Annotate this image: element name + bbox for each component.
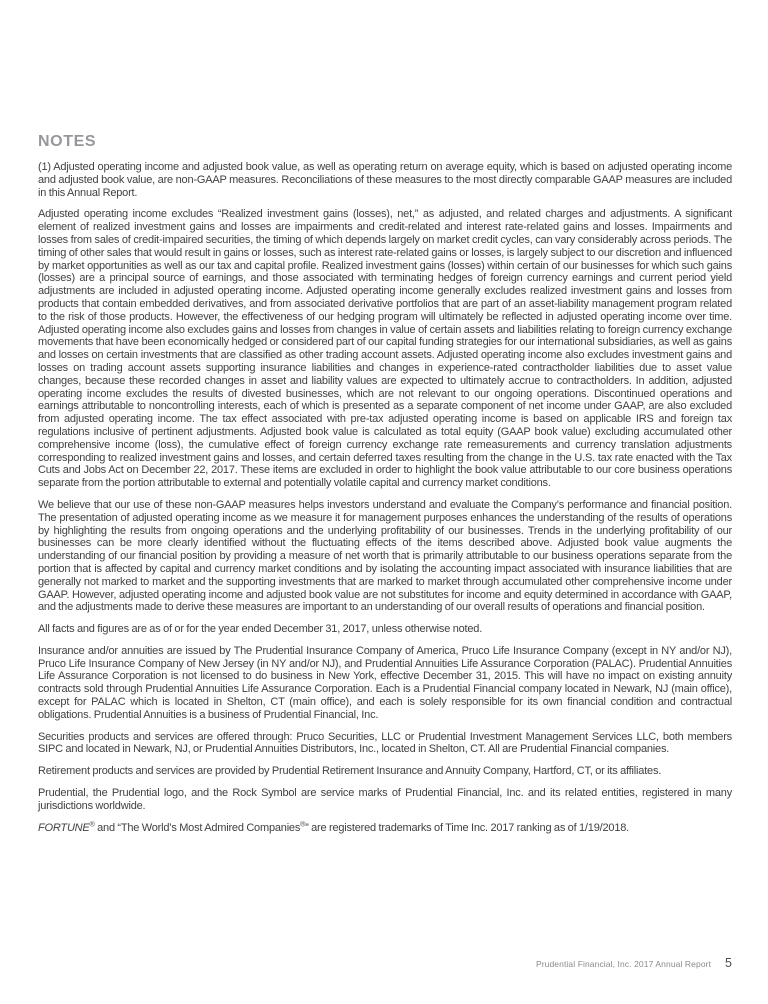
fortune-end-text: ” are registered trademarks of Time Inc. 2017 ranking as of 1/19/2018. <box>305 821 630 834</box>
paragraph-retirement-products: Retirement products and services are provided by Prudential Retirement Insurance and Annuity Company, Hartford, CT, or its affiliates. <box>38 765 662 778</box>
paragraph-non-gaap-measures: (1) Adjusted operating income and adjusted book value, as well as operating return on average equity, which is based on adjusted operating income and adjusted book value, are non-GAAP measures. Reconciliations of these measures to the most directly comparable GAAP measures are included in this Annual Report. <box>38 161 732 199</box>
fortune-italic-text: FORTUNE <box>38 821 90 834</box>
registered-symbol: ® <box>300 821 306 828</box>
page-content <box>38 133 732 834</box>
footer-page-number: 5 <box>725 956 732 970</box>
footer-report-title: Prudential Financial, Inc. 2017 Annual Report <box>535 959 712 969</box>
paragraph-adjusted-operating-income: Adjusted operating income excludes “Realized investment gains (losses), net,” as adjusted, and related charges and adjustments. A significant element of realized investment gains and losses are impairments and credit-related and interest rate-related gains and losses. Impairments and losses from sales of credit-impaired securities, the timing of which depends largely on market credit cycles, can vary considerably across periods. The timing of other sales that would result in gains or losses, such as interest rate-related gains or losses, is largely subject to our discretion and influenced by market opportunities as well as our tax and capital profile. Realized investment gains (losses) within certain of our businesses for which such gains (losses) are a principal source of earnings, and those associated with terminating hedges of foreign currency earnings and current period yield adjustments are included in adjusted operating income. Adjusted operating income generally excludes realized investment gains and losses from products that contain embedded derivatives, and from associated derivative portfolios that are part of an asset-liability management program related to the risk of those products. However, the effectiveness of our hedging program will ultimately be reflected in adjusted operating income over time. Adjusted operating income also excludes gains and losses from changes in value of certain assets and liabilities relating to foreign currency exchange movements that have been economically hedged or considered part of our capital funding strategies for our international subsidiaries, as well as gains and losses on certain investments that are classified as other trading account assets. Adjusted operating income also excludes investment gains and losses on trading account assets supporting insurance liabilities and changes in experience-rated contractholder liabilities due to asset value changes, because these recorded changes in asset and liability values are expected to ultimately accrue to contractholders. In addition, adjusted operating income excludes the results of divested businesses, which are not relevant to our ongoing operations. Discontinued operations and earnings attributable to noncontrolling interests, each of which is presented as a separate component of net income under GAAP, are also excluded from adjusted operating income. The tax effect associated with pre-tax adjusted operating income is based on applicable IRS and foreign tax regulations inclusive of pertinent adjustments. Adjusted book value is calculated as total equity (GAAP book value) excluding accumulated other comprehensive income (loss), the cumulative effect of foreign currency exchange rate remeasurements and currency translation adjustments corresponding to realized investment gains and losses, and certain deferred taxes resulting from the change in the U.S. tax rate enacted with the Tax Cuts and Jobs Act on December 22, 2017. These items are excluded in order to highlight the book value attributable to our core business operations separate from the portion attributable to external and potentially volatile capital and currency market conditions. <box>38 208 732 490</box>
paragraph-insurance-annuities: Insurance and/or annuities are issued by The Prudential Insurance Company of America, Pruco Life Insurance Company (except in NY and/or NJ), Pruco Life Insurance Company of New Jersey (in NY and/or NJ), and Prudential Annuities Life Assurance Corporation (PALAC). Prudential Annuities Life Assurance Corporation is not licensed to do business in New York, effective December 31, 2015. This will have no impact on existing annuity contracts sold through Prudential Annuities Life Assurance Corporation. Each is a Prudential Financial company located in Newark, NJ (main office), except for PALAC which is located in Shelton, CT (main office), and each is solely responsible for its own financial condition and contractual obligations. Prudential Annuities is a business of Prudential Financial, Inc. <box>38 644 732 721</box>
paragraph-facts-and-figures: All facts and figures are as of or for the year ended December 31, 2017, unless otherwise noted. <box>38 623 483 636</box>
paragraph-securities-products: Securities products and services are offered through: Pruco Securities, LLC or Prudential Investment Management Services LLC, both members SIPC and located in Newark, NJ, or Prudential Annuities Distributors, Inc., located in Shelton, CT. All are Prudential Financial companies. <box>38 730 732 756</box>
paragraph-service-marks: Prudential, the Prudential logo, and the Rock Symbol are service marks of Prudential Financial, Inc. and its related entities, registered in many jurisdictions worldwide. <box>38 787 732 812</box>
registered-symbol: ® <box>89 821 95 828</box>
paragraph-fortune-trademark <box>38 822 732 835</box>
fortune-middle-text: and “The World’s Most Admired Companies <box>94 821 301 834</box>
page-title: NOTES <box>38 133 97 150</box>
page-footer <box>536 956 732 970</box>
paragraph-we-believe: We believe that our use of these non-GAAP measures helps investors understand and evaluate the Company’s performance and financial position. The presentation of adjusted operating income as we measure it for management purposes enhances the understanding of the results of operations by highlighting the results from ongoing operations and the underlying profitability of our businesses. Trends in the underlying profitability of our businesses can be more clearly identified without the fluctuating effects of the items described above. Adjusted book value augments the understanding of our financial position by providing a measure of net worth that is primarily attributable to our business operations separate from the portion that is affected by capital and currency market conditions and by isolating the accounting impact associated with insurance liabilities that are generally not marked to market and the supporting investments that are marked to market through accumulated other comprehensive income under GAAP. However, adjusted operating income and adjusted book value are not substitutes for income and equity determined in accordance with GAAP, and the adjustments made to derive these measures are important to an understanding of our overall results of operations and financial position. <box>38 498 732 614</box>
